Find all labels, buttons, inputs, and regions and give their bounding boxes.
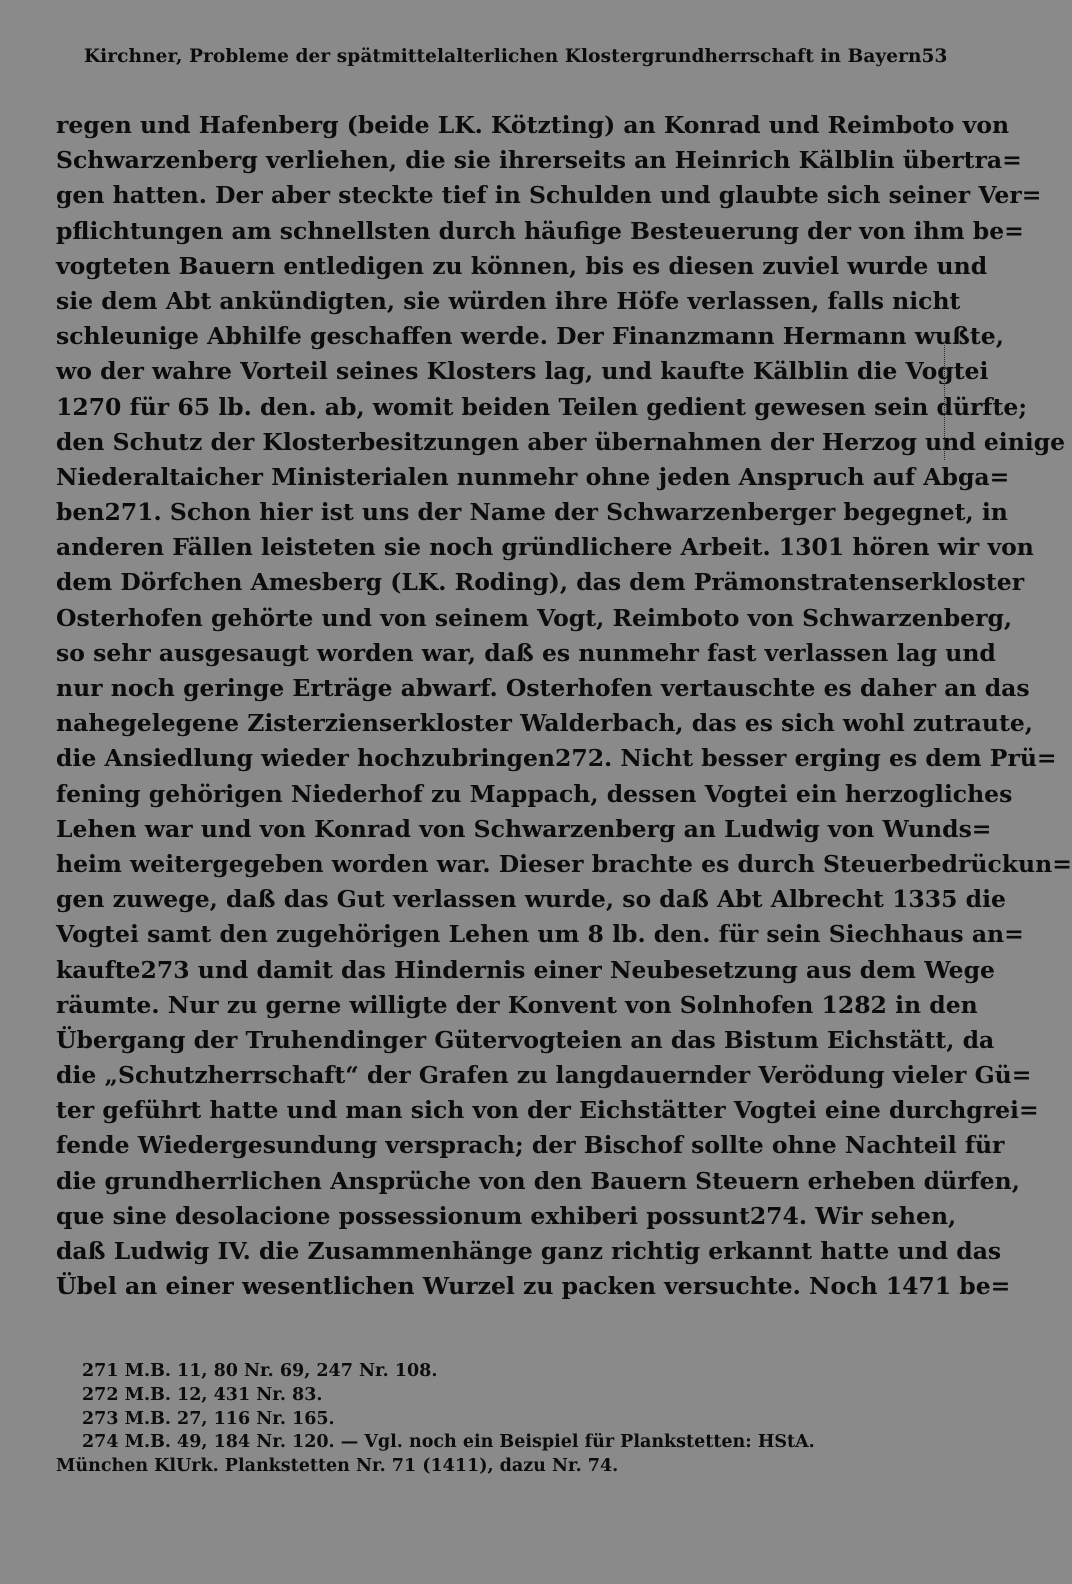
margin-mark [944,345,949,460]
text-line: sie dem Abt ankündigten, sie würden ihre Höfe verlassen, falls nicht [56,286,961,315]
text-line: so sehr ausgesaugt worden war, daß es nunmehr fast verlassen lag und [56,638,996,667]
text-line: Schwarzenberg verliehen, die sie ihrerseits an Heinrich Kälblin übertra= [56,146,1022,175]
text-line: den Schutz der Klosterbesitzungen aber übernahmen der Herzog und einige [56,427,1066,456]
text-line: 1270 für 65 lb. den. ab, womit beiden Teilen gedient gewesen sein dürfte; [56,392,1028,421]
text-line: fening gehörigen Niederhof zu Mappach, dessen Vogtei ein herzogliches [56,779,1013,808]
text-line: pflichtungen am schnellsten durch häufige Besteuerung der von ihm be= [56,216,1024,245]
text-line: die Ansiedlung wieder hochzubringen272. Nicht besser erging es dem Prü= [56,744,1057,773]
text-line: fende Wiedergesundung versprach; der Bischof sollte ohne Nachteil für [56,1131,1005,1160]
text-line: Übel an einer wesentlichen Wurzel zu packen versuchte. Noch 1471 be= [56,1272,1011,1301]
text-line: die „Schutzherrschaft“ der Grafen zu langdauernder Verödung vieler Gü= [56,1061,1032,1090]
text-line: gen hatten. Der aber steckte tief in Schulden und glaubte sich seiner Ver= [56,181,1042,210]
footnote: 272 M.B. 12, 431 Nr. 83. [82,1384,323,1405]
body-text [56,108,1072,1304]
running-title: Kirchner, Probleme der spätmittelalterlichen Klostergrundherrschaft in Bayern [84,46,922,67]
text-line: ter geführt hatte und man sich von der Eichstätter Vogtei eine durchgrei= [56,1096,1039,1125]
footnote: 274 M.B. 49, 184 Nr. 120. — Vgl. noch ein Beispiel für Plankstetten: HStA. [82,1432,815,1453]
text-line: vogteten Bauern entledigen zu können, bis es diesen zuviel wurde und [56,251,988,280]
text-line: ben271. Schon hier ist uns der Name der Schwarzenberger begegnet, in [56,498,1008,527]
text-line: nur noch geringe Erträge abwarf. Osterhofen vertauschte es daher an das [56,674,1030,702]
text-line: nahegelegene Zisterzienserkloster Walderbach, das es sich wohl zutraute, [56,709,1033,738]
text-line: räumte. Nur zu gerne willigte der Konvent von Solnhofen 1282 in den [56,990,978,1019]
text-line: que sine desolacione possessionum exhiberi possunt274. Wir sehen, [56,1201,957,1230]
text-line: Osterhofen gehörte und von seinem Vogt, Reimboto von Schwarzenberg, [56,603,1013,632]
text-line: die grundherrlichen Ansprüche von den Bauern Steuern erheben dürfen, [56,1166,1020,1195]
text-line: daß Ludwig IV. die Zusammenhänge ganz richtig erkannt hatte und das [56,1237,1002,1265]
text-line: heim weitergegeben worden war. Dieser brachte es durch Steuerbedrückun= [56,849,1072,878]
text-line: regen und Hafenberg (beide LK. Kötzting) an Konrad und Reimboto von [56,111,1010,139]
footnote: 273 M.B. 27, 116 Nr. 165. [82,1408,335,1429]
text-line: gen zuwege, daß das Gut verlassen wurde, so daß Abt Albrecht 1335 die [56,885,1006,914]
text-line: Lehen war und von Konrad von Schwarzenberg an Ludwig von Wunds= [56,814,992,843]
text-line: anderen Fällen leisteten sie noch gründlichere Arbeit. 1301 hören wir von [56,533,1034,562]
page-number: 53 [921,46,948,67]
footnote: 271 M.B. 11, 80 Nr. 69, 247 Nr. 108. [82,1361,438,1381]
text-line: schleunige Abhilfe geschaffen werde. Der Finanzmann Hermann wußte, [56,322,1004,351]
running-header [84,46,948,78]
text-line: Niederaltaicher Ministerialen nunmehr ohne jeden Anspruch auf Abga= [56,462,1010,491]
text-line: wo der wahre Vorteil seines Klosters lag, und kaufte Kälblin die Vogtei [56,357,989,386]
text-line: Vogtei samt den zugehörigen Lehen um 8 lb. den. für sein Siechhaus an= [56,920,1024,949]
text-line: dem Dörfchen Amesberg (LK. Roding), das dem Prämonstratenserkloster [56,568,1025,597]
text-line: kaufte273 und damit das Hindernis einer Neubesetzung aus dem Wege [56,955,996,984]
text-line: Übergang der Truhendinger Gütervogteien an das Bistum Eichstätt, da [56,1025,995,1054]
footnotes [56,1360,920,1479]
footnote-continuation: München KlUrk. Plankstetten Nr. 71 (1411), dazu Nr. 74. [56,1456,619,1477]
